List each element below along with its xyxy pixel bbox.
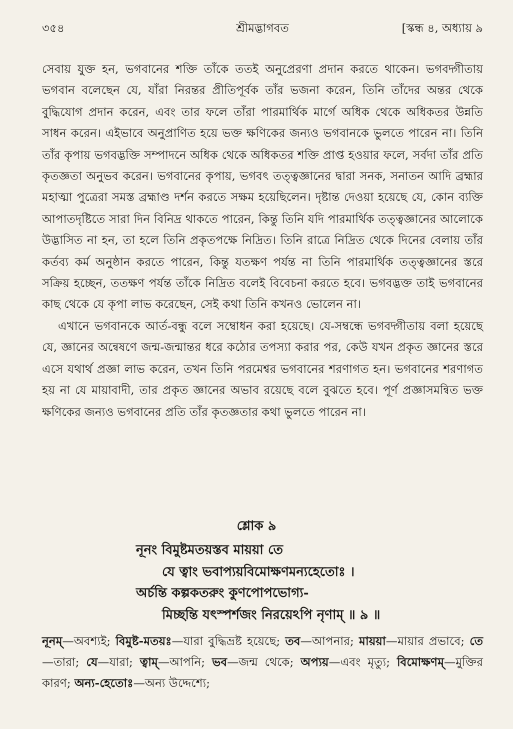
verse-text <box>42 540 483 626</box>
synonym-entry: বিমোক্ষণম্—মুক্তির কারণ; <box>42 655 484 690</box>
synonym-entry: নূনম্—অবশ্যই; <box>42 634 111 648</box>
synonym-entry: অন্য-হেতোঃ—অন্য উদ্দেশ্যে; <box>74 676 210 690</box>
synonym-entry: অপ্যয়—এবং মৃত্যু; <box>300 655 390 669</box>
synonym-meaning: অবশ্যই; <box>73 634 111 648</box>
synonym-word: নূনম্ <box>42 634 63 648</box>
running-header <box>42 20 483 36</box>
verse-line: মিচ্ছন্তি যৎস্পর্শজং নিরয়েঽপি নৃণাম্ ॥ ৯ ॥ <box>162 607 381 623</box>
synonym-entry: তব—আপনার; <box>285 634 354 648</box>
verse-title: শ্লোক ৯ <box>236 519 277 534</box>
synonym-word: বিমোক্ষণম্ <box>396 655 445 669</box>
synonym-entry: ত্বাম্—আপনি; <box>139 655 206 669</box>
synonym-meaning: তারা; <box>53 655 80 669</box>
synonym-word: অন্য-হেতোঃ <box>74 676 134 690</box>
paragraph: সেবায় যুক্ত হন, ভগবানের শক্তি তাঁকে ততই অনুপ্রেরণা প্রদান করতে থাকেন। ভগবদ্গীতায় ভগবান বলেছেন যে, যাঁরা নিরন্তর প্রীতিপূর্বক তাঁর ভজনা করেন, তিনি তাঁদের অন্তর থেকে বুদ্ধিযোগ প্রদান করেন, এবং তার ফলে তাঁরা পারমার্থিক মার্গে অধিক থেকে অধিকতর উন্নতি সাধন করেন। এইভাবে অনুপ্রাণিত হয়ে ভক্ত ক্ষণিকের জন্যও ভগবানকে ভুলতে পারেন না। তিনি তাঁর কৃপায় ভগবদ্ভক্তি সম্পাদনে অধিক থেকে অধিকতর শক্তি প্রাপ্ত হওয়ার ফলে, সর্বদা তাঁর প্রতি কৃতজ্ঞতা অনুভব করেন। ভগবানের কৃপায়, ভগবৎ তত্ত্বজ্ঞানের দ্বারা সনক, সনাতন আদি ব্রহ্মার মহাত্মা পুত্রেরা সমস্ত ব্রহ্মাণ্ড দর্শন করতে সক্ষম হয়েছিলেন। দৃষ্টান্ত দেওয়া হয়েছে যে, কোন ব্যক্তি আপাতদৃষ্টিতে সারা দিন বিনিদ্র থাকতে পারেন, কিন্তু তিনি যদি পারমার্থিক তত্ত্বজ্ঞানের আলোকে উদ্ভাসিত না হন, তা হলে তিনি প্রকৃতপক্ষে নিদ্রিত। তিনি রাত্রে নিদ্রিত থেকে দিনের বেলায় তাঁর কর্তব্য কর্ম অনুষ্ঠান করতে পারেন, কিন্তু যতক্ষণ পর্যন্ত না তিনি পারমার্থিক তত্ত্বজ্ঞানের স্তরে সক্রিয় হচ্ছেন, ততক্ষণ পর্যন্ত তাঁকে নিদ্রিত বলেই বিবেচনা করতে হবে। ভগবদ্ভক্ত তাই ভগবানের কাছ থেকে যে কৃপা লাভ করেছেন, সেই কথা তিনি কখনও ভোলেন না। <box>42 62 483 312</box>
synonym-entry: মায়য়া—মায়ার প্রভাবে; <box>359 634 465 648</box>
synonym-word: অপ্যয় <box>300 655 329 669</box>
synonym-meaning: যারা; <box>109 655 133 669</box>
synonym-entry: যে—যারা; <box>86 655 133 669</box>
verse-line: নূনং বিমুষ্টমতয়স্তব মায়য়া তে <box>136 543 283 558</box>
synonym-meaning: যারা বুদ্ধিভ্রষ্ট হয়েছে; <box>183 634 281 648</box>
section-label: [স্কন্ধ ৪, অধ্যায় ৯ <box>401 21 483 35</box>
purport-text <box>42 59 483 423</box>
verse-line: অর্চন্তি কল্পকতরুং কুণপোপভোগ্য- <box>136 586 309 601</box>
synonym-meaning: মুক্তির কারণ; <box>42 655 484 690</box>
synonym-meaning: আপনি; <box>169 655 206 669</box>
synonym-entry: তে—তারা; <box>42 634 484 669</box>
synonym-meaning: মায়ার প্রভাবে; <box>397 634 465 648</box>
synonym-word: ভব <box>212 655 228 669</box>
synonym-meaning: আপনার; <box>311 634 354 648</box>
verse-line: যে ত্বাং ভবাপ্যয়বিমোক্ষণমন্যহেতোঃ । <box>162 564 355 580</box>
synonym-entry: বিমুষ্ট-মতয়ঃ—যারা বুদ্ধিভ্রষ্ট হয়েছে; <box>115 634 281 648</box>
synonym-meaning: জন্ম থেকে; <box>238 655 294 669</box>
synonyms <box>42 631 483 694</box>
book-title: শ্রীমদ্ভাগবত <box>236 21 289 35</box>
page-number: ৩৫৪ <box>42 21 65 35</box>
synonym-word: মায়য়া <box>359 634 386 648</box>
synonym-word: যে <box>86 655 98 669</box>
synonym-word: ত্বাম্ <box>139 655 158 669</box>
synonym-word: বিমুষ্ট-মতয়ঃ <box>115 634 172 648</box>
synonym-word: তে <box>469 634 484 648</box>
synonym-word: তব <box>285 634 301 648</box>
paragraph: এখানে ভগবানকে আর্ত-বন্ধু বলে সম্বোধন করা হয়েছে। যে-সম্বন্ধে ভগবদ্গীতায় বলা হয়েছে যে, জ্ঞানের অন্বেষণে জন্ম-জন্মান্তর ধরে কঠোর তপস্যা করার পর, কেউ যখন প্রকৃত জ্ঞানের স্তরে এসে যথার্থ প্রজ্ঞা লাভ করেন, তখন তিনি পরমেশ্বর ভগবানের শরণাগত হন। ভগবানের শরণাগত হয় না যে মায়াবাদী, তার প্রকৃত জ্ঞানের অভাব রয়েছে বলে বুঝতে হবে। পূর্ণ প্রজ্ঞাসমন্বিত ভক্ত ক্ষণিকের জন্যও ভগবানের প্রতি তাঁর কৃতজ্ঞতার কথা ভুলতে পারেন না। <box>42 318 483 419</box>
synonym-meaning: এবং মৃত্যু; <box>340 655 390 669</box>
synonym-entry: ভব—জন্ম থেকে; <box>212 655 294 669</box>
synonym-meaning: অন্য উদ্দেশ্যে; <box>144 676 210 690</box>
